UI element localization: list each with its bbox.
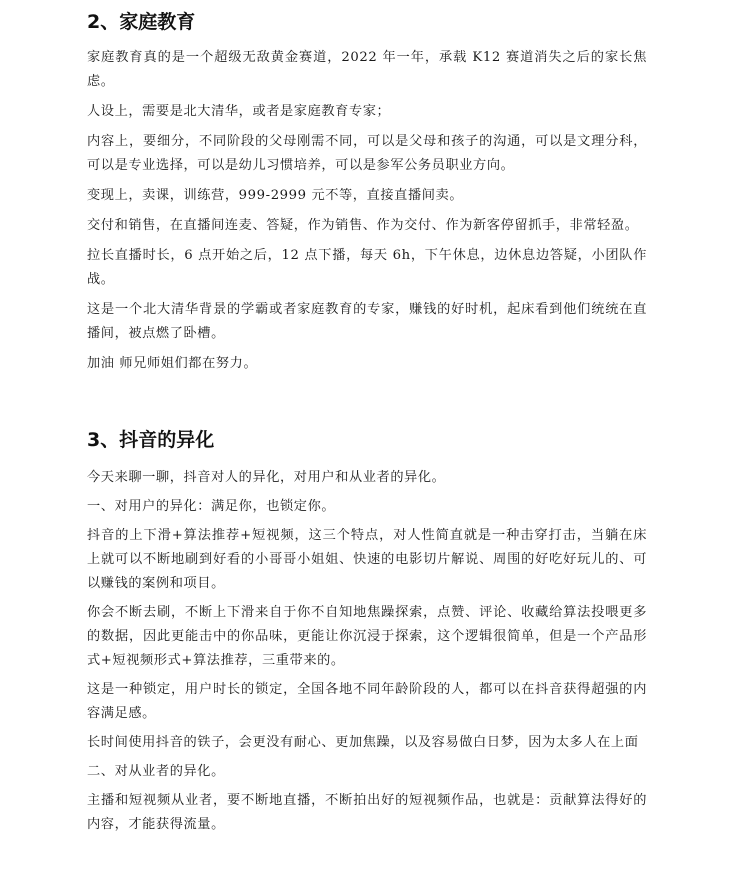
paragraph: 抖音的上下滑+算法推荐+短视频，这三个特点，对人性简直就是一种击穿打击，当躺在床上就可以不断地刷到好看的小哥哥小姐姐、快速的电影切片解说、周围的好吃好玩儿的、可以赚钱的案例和项目。: [87, 528, 647, 591]
paragraph: 主播和短视频从业者，要不断地直播，不断拍出好的短视频作品，也就是：贡献算法得好的内容，才能获得流量。: [87, 793, 647, 832]
section-heading: 2、家庭教育: [87, 11, 196, 33]
paragraph: 你会不断去刷，不断上下滑来自于你不自知地焦躁探索，点赞、评论、收藏给算法投喂更多的数据，因此更能击中的你品味，更能让你沉浸于探索，这个逻辑很简单，但是一个产品形式+短视频形式+算法推荐，三重带来的。: [87, 605, 647, 668]
paragraph: 二、对从业者的异化。: [87, 764, 225, 779]
section-family-education: [87, 10, 647, 382]
paragraph: 变现上，卖课，训练营，999-2999 元不等，直接直播间卖。: [87, 188, 464, 203]
paragraph: 这是一个北大清华背景的学霸或者家庭教育的专家，赚钱的好时机，起床看到他们统统在直播间，被点燃了卧槽。: [87, 302, 647, 341]
paragraph: 一、对用户的异化：满足你，也锁定你。: [87, 499, 336, 514]
paragraph: 家庭教育真的是一个超级无敌黄金赛道，2022 年一年，承载 K12 赛道消失之后的家长焦虑。: [87, 50, 647, 89]
section-douyin-alienation: [87, 428, 647, 842]
paragraph: 这是一种锁定，用户时长的锁定，全国各地不同年龄阶段的人，都可以在抖音获得超强的内容满足感。: [87, 682, 647, 721]
paragraph: 拉长直播时长，6 点开始之后，12 点下播，每天 6h，下午休息，边休息边答疑，小团队作战。: [87, 248, 647, 287]
paragraph: 内容上，要细分，不同阶段的父母刚需不同，可以是父母和孩子的沟通，可以是文理分科，可以是专业选择，可以是幼儿习惯培养，可以是参军公务员职业方向。: [87, 134, 647, 173]
paragraph: 今天来聊一聊，抖音对人的异化，对用户和从业者的异化。: [87, 470, 446, 485]
paragraph: 加油 师兄师姐们都在努力。: [87, 356, 258, 371]
paragraph: 人设上，需要是北大清华，或者是家庭教育专家；: [87, 104, 391, 119]
paragraph: 长时间使用抖音的铁子，会更没有耐心、更加焦躁，以及容易做白日梦，因为太多人在上面: [87, 735, 639, 750]
paragraph: 交付和销售，在直播间连麦、答疑，作为销售、作为交付、作为新客停留抓手，非常轻盈。: [87, 218, 639, 233]
section-heading: 3、抖音的异化: [87, 429, 215, 451]
